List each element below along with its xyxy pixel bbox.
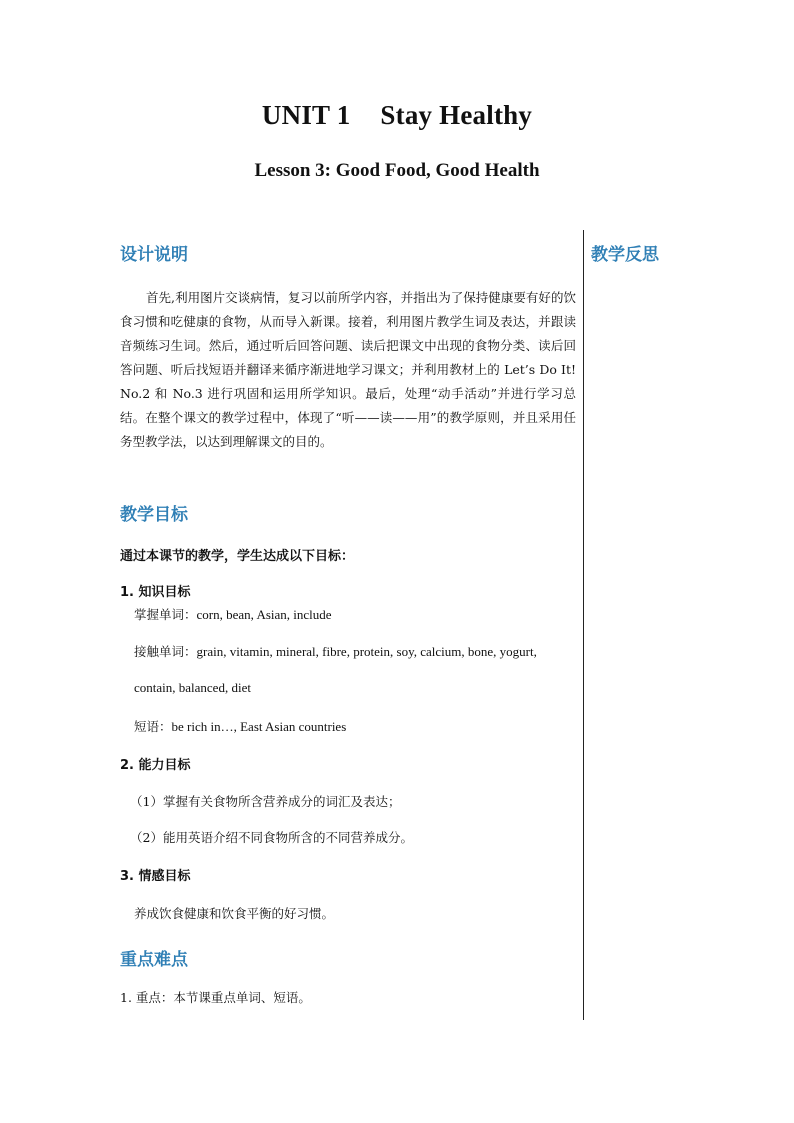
contact-words-continued: contain, balanced, diet <box>134 680 251 695</box>
ability-item-2-num: （2） <box>130 830 163 845</box>
ability-item-2-text: 能用英语介绍不同食物所含的不同营养成分。 <box>162 830 413 845</box>
column-divider <box>583 230 584 1020</box>
ability-item-2 <box>130 828 413 846</box>
master-words: corn, bean, Asian, include <box>196 607 332 622</box>
goals-intro: 通过本课节的教学，学生达成以下目标： <box>120 549 355 564</box>
emotion-heading: 3. 情感目标 <box>120 869 191 884</box>
design-heading: 设计说明 <box>120 245 188 265</box>
key-point-1-text: 本节课重点单词、短语。 <box>173 990 311 1005</box>
master-words-line <box>134 605 332 623</box>
contact-words: grain, vitamin, mineral, fibre, protein, soy, calcium, bone, yogurt, <box>196 644 537 659</box>
contact-words-label: 接触单词： <box>134 644 197 659</box>
goals-heading: 教学目标 <box>120 505 188 525</box>
key-points-heading: 重点难点 <box>120 950 188 970</box>
ability-item-1-num: （1） <box>130 794 163 809</box>
design-paragraph: 首先,利用图片交谈病情，复习以前所学内容，并指出为了保持健康要有好的饮食习惯和吃健康的食物，从而导入新课。接着，利用图片教学生词及表达，并跟读音频练习生词。然后，通过听后回答问题、读后把课文中出现的食物分类、读后回答问题、听后找短语并翻译来循序渐进地学习课文；并利用教材上的 Let’s Do It! No.2 和 No.3 进行巩固和运用所学知识。最后，处理“动手活动”并进行学习总结。在整个课文的教学过程中，体现了“听——读——用”的教学原则，并且采用任务型教学法，以达到理解课文的目的。 <box>120 290 576 449</box>
phrases-line <box>134 717 346 735</box>
lesson-title: Lesson 3: Good Food, Good Health <box>254 160 540 181</box>
phrases-label: 短语： <box>134 719 172 734</box>
ability-item-1 <box>130 792 400 810</box>
unit-name: Stay Healthy <box>380 100 533 130</box>
emotion-item: 养成饮食健康和饮食平衡的好习惯。 <box>134 906 335 921</box>
ability-heading: 2. 能力目标 <box>120 758 191 773</box>
phrases: be rich in…, East Asian countries <box>171 719 347 734</box>
ability-item-1-text: 掌握有关食物所含营养成分的词汇及表达； <box>162 794 401 809</box>
unit-number: UNIT 1 <box>261 100 351 130</box>
key-point-1-label: 1. 重点： <box>120 990 174 1005</box>
contact-words-line <box>134 642 537 660</box>
key-point-1 <box>120 988 311 1006</box>
knowledge-heading: 1. 知识目标 <box>120 585 191 600</box>
contact-words-cont <box>134 680 251 696</box>
master-words-label: 掌握单词： <box>134 607 197 622</box>
unit-title <box>0 100 794 131</box>
reflection-heading: 教学反思 <box>591 245 659 265</box>
